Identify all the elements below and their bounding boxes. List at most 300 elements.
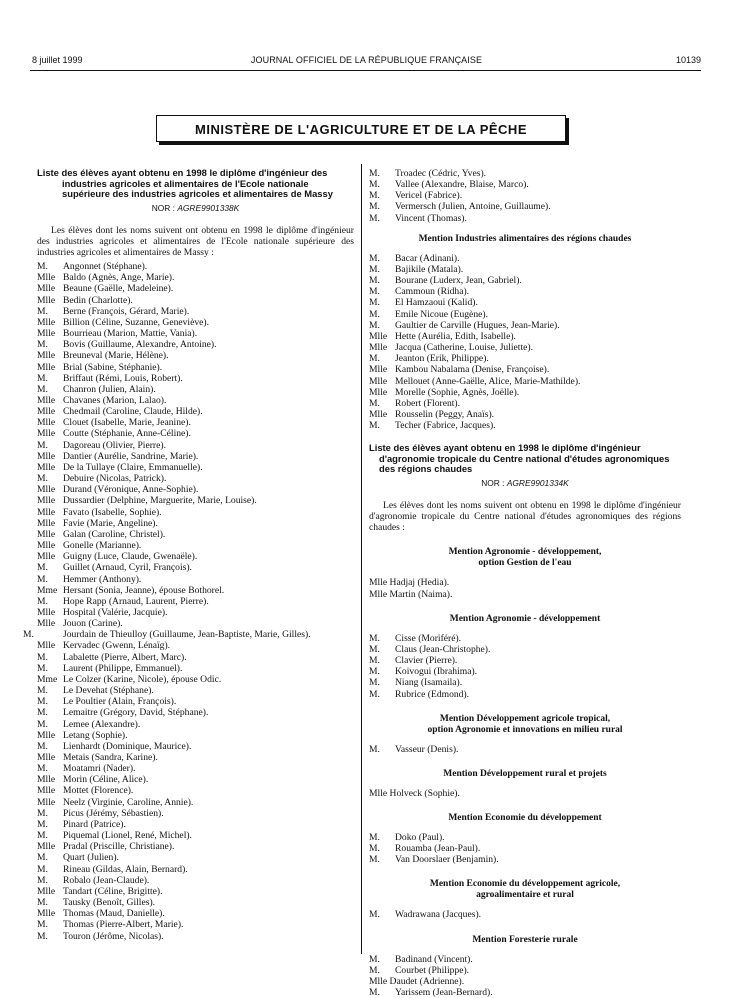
list-item: [37, 640, 354, 651]
list-item: [369, 213, 681, 224]
entry-name: Hersant (Sonia, Jeanne), épouse Bothorel.: [63, 584, 225, 596]
entry-title: M.: [37, 919, 48, 931]
entry-title: M.: [37, 707, 48, 719]
entry-name: Van Doorslaer (Benjamin).: [395, 854, 499, 866]
entry-name: Tausky (Benoît, Gilles).: [63, 897, 156, 909]
list-item: [369, 577, 681, 588]
entry-title: Mlle: [37, 350, 56, 362]
list-item: [37, 484, 354, 495]
list-item: [37, 428, 354, 439]
student-list-continued: [369, 168, 681, 224]
entry-name: Lienhardt (Dominique, Maurice).: [63, 740, 192, 752]
entry-title: M.: [37, 562, 48, 574]
entry-name: Guillet (Arnaud, Cyril, François).: [63, 562, 192, 574]
entry-title: Mlle: [37, 551, 56, 563]
list-item: [37, 674, 354, 685]
mention-heading: Mention Foresterie rurale: [472, 934, 578, 945]
entry-title: M.: [369, 190, 380, 202]
entry-title: M.: [369, 987, 380, 998]
entry-title: Mlle: [37, 517, 56, 529]
mention-heading: Mention Industries alimentaires des régions chaudes: [418, 233, 632, 244]
entry-title: M.: [369, 212, 380, 224]
list-item: [37, 562, 354, 573]
entry-title: M.: [369, 743, 380, 755]
entry-name: Galan (Caroline, Christel).: [63, 528, 166, 540]
entry-name: Vincent (Thomas).: [395, 212, 467, 224]
entry-title: Mlle: [37, 606, 56, 618]
second-intro-paragraph: Les élèves dont les noms suivent ont obtenu en 1998 le diplôme d'ingénieur d'agronomie tropicale du Centre national d'études agronomiques des régions chaudes :: [369, 499, 681, 534]
list-item: [37, 774, 354, 785]
entry-title: M.: [369, 319, 380, 331]
list-item: [369, 666, 681, 677]
entry-title: Mlle: [369, 330, 388, 342]
entry-title: M.: [369, 831, 380, 843]
entry-title: M.: [37, 473, 48, 485]
entry-name: El Hamzaoui (Kalid).: [395, 297, 478, 309]
entry-name: Doko (Paul).: [395, 831, 445, 843]
entry-name: Mlle Hadjaj (Hedia).: [369, 577, 450, 589]
entry-name: Breuneval (Marie, Hélène).: [63, 350, 169, 362]
entry-name: Lemaitre (Grégory, David, Stéphane).: [63, 707, 209, 719]
list-item: [369, 320, 681, 331]
entry-name: Morelle (Sophie, Agnès, Joëlle).: [395, 386, 520, 398]
entry-name: Chanron (Julien, Alain).: [63, 383, 156, 395]
entry-title: Mlle: [37, 328, 56, 340]
entry-title: M.: [37, 930, 48, 942]
entry-title: M.: [37, 383, 48, 395]
list-item: [369, 677, 681, 688]
entry-name: Chedmail (Caroline, Claude, Hilde).: [63, 406, 203, 418]
list-item: [369, 589, 681, 600]
entry-title: M.: [369, 201, 380, 213]
entry-title: M.: [369, 420, 380, 432]
entry-title: M.: [369, 353, 380, 365]
list-item: [37, 529, 354, 540]
list-item: [369, 190, 681, 201]
entry-name: Picus (Jérémy, Sébastien).: [63, 807, 164, 819]
nor-label: NOR :: [481, 477, 505, 488]
entry-name: Vasseur (Denis).: [395, 743, 459, 755]
entry-title: M.: [37, 662, 48, 674]
entry-name: Neelz (Virginie, Caroline, Annie).: [63, 796, 194, 808]
list-item: [369, 788, 681, 799]
entry-title: Mlle: [37, 885, 56, 897]
list-item: [369, 854, 681, 865]
entry-name: Robert (Florent).: [395, 397, 461, 409]
list-item: [37, 350, 354, 361]
list-item: [37, 719, 354, 730]
entry-name: Courbet (Philippe).: [395, 964, 470, 976]
entry-title: Mlle: [37, 417, 56, 429]
entry-name: Bedin (Charlotte).: [63, 294, 133, 306]
entry-name: Niang (Isamaila).: [395, 677, 463, 689]
entry-title: Mlle: [37, 528, 56, 540]
entry-title: M.: [369, 909, 380, 921]
entry-name: Gaultier de Carville (Hugues, Jean-Marie).: [395, 319, 560, 331]
list-item: [37, 417, 354, 428]
entry-name: Quart (Julien).: [63, 852, 119, 864]
list-item: [37, 384, 354, 395]
mention-list: [369, 253, 681, 432]
entry-name: Claus (Jean-Christophe).: [395, 643, 491, 655]
entry-title: Mlle: [37, 752, 56, 763]
entry-name: Rousselin (Peggy, Anaïs).: [395, 408, 495, 420]
list-item: [369, 387, 681, 398]
entry-title: M.: [369, 632, 380, 644]
entry-name: Dagoreau (Olivier, Pierre).: [63, 439, 166, 451]
entry-title: M.: [37, 897, 48, 909]
entry-name: Metais (Sandra, Karine).: [63, 752, 158, 763]
entry-name: Bacar (Adinani).: [395, 252, 460, 264]
entry-name: Mlle Martin (Naima).: [369, 588, 453, 600]
entry-title: Mlle: [37, 294, 56, 306]
entry-title: Mlle: [37, 461, 56, 473]
entry-title: M.: [37, 763, 48, 775]
list-item: [37, 752, 354, 763]
list-item: [369, 909, 681, 920]
list-item: [369, 201, 681, 212]
mention-heading: Mention Agronomie - développement: [449, 613, 601, 624]
entry-name: Jouon (Carine).: [63, 618, 123, 630]
list-item: [369, 275, 681, 286]
list-item: [369, 689, 681, 700]
entry-name: Dantier (Aurélie, Sandrine, Marie).: [63, 450, 199, 462]
entry-name: Piquemal (Lionel, René, Michel).: [63, 830, 192, 842]
entry-title: M.: [37, 718, 48, 730]
list-title: Liste des élèves ayant obtenu en 1998 le diplôme d'ingénieur des industries agricoles et alimentaires de l'Ecole nationale supérieure des industries agricoles et alimentaires de Massy: [37, 167, 333, 199]
list-item: [369, 633, 681, 644]
list-item: [37, 741, 354, 752]
entry-name: Badinand (Vincent).: [395, 953, 473, 965]
entry-title: M.: [37, 339, 48, 351]
list-item: [369, 168, 681, 179]
entry-title: Mlle: [37, 908, 56, 920]
entry-name: Bovis (Guillaume, Alexandre, Antoine).: [63, 339, 217, 351]
nor-code: AGRE9901334K: [506, 477, 569, 488]
list-item: [37, 852, 354, 863]
entry-title: M.: [369, 263, 380, 275]
entry-name: Gonelle (Marianne).: [63, 540, 142, 552]
list-item: [37, 295, 354, 306]
entry-title: M.: [369, 953, 380, 965]
entry-title: M.: [369, 964, 380, 976]
entry-name: Yarissem (Jean-Bernard).: [395, 987, 493, 998]
entry-title: M.: [37, 830, 48, 842]
list-item: [37, 596, 354, 607]
list-item: [37, 518, 354, 529]
list-item: [37, 931, 354, 942]
entry-title: M.: [369, 655, 380, 667]
list-item: [37, 495, 354, 506]
entry-name: Koivogui (Ibrahima).: [395, 666, 478, 678]
entry-name: Mlle Daudet (Adrienne).: [369, 975, 465, 987]
entry-name: Clouet (Isabelle, Marie, Jeanine).: [63, 417, 191, 429]
entry-title: M.: [369, 168, 380, 179]
entry-title: Mlle: [37, 428, 56, 440]
mention-heading: Mention Economie du développement agricole, agroalimentaire et rural: [429, 879, 621, 901]
list-item: [37, 607, 354, 618]
entry-name: Dussardier (Delphine, Marguerite, Marie, Louise).: [63, 495, 257, 507]
entry-title: M.: [37, 863, 48, 875]
list-item: [37, 395, 354, 406]
entry-title: Mlle: [37, 729, 56, 741]
list-item: [369, 342, 681, 353]
entry-name: Thomas (Pierre-Albert, Marie).: [63, 919, 184, 931]
entry-name: Wadrawana (Jacques).: [395, 909, 482, 921]
entry-name: Mellouet (Anne-Gaëlle, Alice, Marie-Mathilde).: [395, 375, 581, 387]
entry-title: Mlle: [37, 484, 56, 496]
entry-title: M.: [369, 677, 380, 689]
entry-name: Thomas (Maud, Danielle).: [63, 908, 165, 920]
list-item: [37, 808, 354, 819]
entry-title: M.: [37, 651, 48, 663]
entry-title: M.: [37, 807, 48, 819]
entry-name: De la Tullaye (Claire, Emmanuelle).: [63, 461, 203, 473]
list-item: [369, 253, 681, 264]
entry-name: Pinard (Patrice).: [63, 818, 126, 830]
column-divider: [361, 164, 362, 954]
entry-title: M.: [37, 696, 48, 708]
list-item: [369, 843, 681, 854]
mention-heading: Mention Economie du développement: [448, 812, 602, 823]
list-item: [37, 507, 354, 518]
entry-title: Mlle: [369, 375, 388, 387]
entry-name: Cisse (Moriféré).: [395, 632, 462, 644]
entry-title: M.: [37, 595, 48, 607]
entry-name: Labalette (Pierre, Albert, Marc).: [63, 651, 187, 663]
list-item: [37, 663, 354, 674]
entry-title: M.: [369, 843, 380, 855]
list-item: [369, 744, 681, 755]
entry-title: Mlle: [37, 361, 56, 373]
list-item: [37, 618, 354, 629]
entry-name: Bourrieau (Marion, Mattie, Vania).: [63, 328, 198, 340]
list-item: [37, 864, 354, 875]
entry-name: Coutte (Stéphanie, Anne-Céline).: [63, 428, 191, 440]
entry-name: Kambou Nabalama (Denise, Françoise).: [395, 364, 550, 376]
entry-name: Bajikile (Matala).: [395, 263, 464, 275]
entry-title: Mlle: [37, 506, 56, 518]
mention-heading: Mention Développement rural et projets: [443, 768, 607, 779]
entry-name: Morin (Céline, Alice).: [63, 774, 149, 786]
entry-title: Mme: [37, 584, 58, 596]
entry-name: Jeanton (Erik, Philippe).: [395, 353, 489, 365]
entry-name: Hospital (Valérie, Jacquie).: [63, 606, 168, 618]
entry-title: M.: [23, 629, 34, 641]
header-rule: [30, 70, 701, 71]
entry-name: Clavier (Pierre).: [395, 655, 458, 667]
list-item: [369, 832, 681, 843]
list-item: [369, 398, 681, 409]
entry-name: Hette (Aurélia, Edith, Isabelle).: [395, 330, 516, 342]
entry-name: Billion (Céline, Suzanne, Geneviève).: [63, 316, 209, 328]
ministry-banner: MINISTÈRE DE L'AGRICULTURE ET DE LA PÊCHE: [156, 115, 566, 142]
entry-name: Guigny (Luce, Claude, Gwenaële).: [63, 551, 198, 563]
entry-name: Berne (François, Gérard, Marie).: [63, 305, 190, 317]
entry-title: Mlle: [369, 386, 388, 398]
entry-title: M.: [369, 252, 380, 264]
entry-title: Mlle: [37, 395, 56, 406]
mentions-section: [369, 547, 681, 998]
mention-heading: Mention Agronomie - développement, option Gestion de l'eau: [448, 547, 602, 569]
entry-title: Mlle: [37, 640, 56, 652]
entry-title: Mlle: [37, 774, 56, 786]
list-item: [23, 629, 354, 641]
list-item: [37, 585, 354, 596]
list-item: [369, 286, 681, 297]
list-item: [37, 919, 354, 930]
list-item: [369, 409, 681, 420]
list-item: [37, 283, 354, 294]
entry-title: M.: [37, 852, 48, 864]
list-item: [37, 473, 354, 484]
list-item: [369, 309, 681, 320]
nor-code: AGRE9901338K: [177, 202, 240, 213]
list-item: [37, 574, 354, 585]
entry-name: Chavanes (Marion, Lalao).: [63, 395, 167, 406]
entry-title: Mlle: [369, 408, 388, 420]
entry-name: Robalo (Jean-Claude).: [63, 874, 150, 886]
entry-title: Mlle: [37, 618, 56, 630]
entry-name: Hemmer (Anthony).: [63, 573, 142, 585]
entry-title: M.: [37, 685, 48, 697]
intro-paragraph: Les élèves dont les noms suivent ont obtenu en 1998 le diplôme d'ingénieur des industries agricoles et alimentaires de l'Ecole nationale supérieure des industries agricoles et alimentaires de Massy :: [37, 224, 354, 258]
list-item: [37, 462, 354, 473]
list-item: [369, 297, 681, 308]
entry-title: Mlle: [369, 364, 388, 376]
entry-name: Vermersch (Julien, Antoine, Guillaume).: [395, 201, 551, 213]
list-item: [37, 707, 354, 718]
list-item: [37, 652, 354, 663]
entry-name: Briffaut (Rémi, Louis, Robert).: [63, 372, 183, 384]
entry-title: M.: [369, 854, 380, 866]
entry-name: Jourdain de Thieulloy (Guillaume, Jean-Baptiste, Marie, Gilles).: [63, 629, 311, 641]
list-item: [369, 655, 681, 666]
list-item: [37, 306, 354, 317]
entry-name: Touron (Jérôme, Nicolas).: [63, 930, 164, 942]
list-item: [37, 362, 354, 373]
entry-title: M.: [369, 397, 380, 409]
entry-name: Favie (Marie, Angeline).: [63, 517, 158, 529]
entry-name: Laurent (Philippe, Emmanuel).: [63, 662, 183, 674]
entry-name: Troadec (Cédric, Yves).: [395, 168, 487, 179]
list-item: [37, 696, 354, 707]
entry-name: Bourane (Luderx, Jean, Gabriel).: [395, 275, 522, 287]
list-item: [369, 976, 681, 987]
list-item: [369, 353, 681, 364]
page-header: [32, 55, 701, 67]
entry-title: M.: [37, 439, 48, 451]
list-item: [37, 261, 354, 272]
entry-title: M.: [369, 643, 380, 655]
entry-title: Mlle: [37, 841, 56, 853]
list-item: [369, 644, 681, 655]
list-item: [369, 179, 681, 190]
entry-name: Moatamri (Nader).: [63, 763, 136, 775]
list-item: [369, 987, 681, 998]
list-item: [37, 540, 354, 551]
entry-name: Emile Nicoue (Eugène).: [395, 308, 488, 320]
second-list-title: Liste des élèves ayant obtenu en 1998 le diplôme d'ingénieur d'agronomie tropicale du Centre national d'études agronomiques des régions chaudes: [369, 442, 670, 475]
entry-name: Baldo (Agnès, Ange, Marie).: [63, 272, 175, 284]
list-item: [37, 875, 354, 886]
entry-name: Letang (Sophie).: [63, 729, 128, 741]
entry-title: M.: [369, 286, 380, 298]
entry-title: M.: [37, 372, 48, 384]
entry-title: Mlle: [37, 272, 56, 284]
entry-title: Mlle: [37, 283, 56, 295]
list-item: [369, 420, 681, 431]
student-list: [23, 261, 354, 942]
list-item: [37, 730, 354, 741]
entry-title: Mlle: [37, 495, 56, 507]
nor-reference: [37, 203, 354, 214]
list-item: [37, 440, 354, 451]
header-date: 8 juillet 1999: [32, 55, 83, 65]
entry-title: M.: [37, 573, 48, 585]
entry-title: Mlle: [37, 540, 56, 552]
list-item: [37, 339, 354, 350]
entry-name: Mlle Holveck (Sophie).: [369, 787, 460, 799]
entry-name: Mottet (Florence).: [63, 785, 134, 797]
mention-heading: Mention Développement agricole tropical, option Agronomie et innovations en milieu rural: [427, 713, 623, 735]
left-column: [23, 167, 354, 942]
list-item: [37, 763, 354, 774]
list-item: [37, 551, 354, 562]
entry-title: M.: [369, 666, 380, 678]
entry-name: Rineau (Gildas, Alain, Bernard).: [63, 863, 188, 875]
list-item: [37, 841, 354, 852]
list-item: [369, 376, 681, 387]
entry-name: Vericel (Fabrice).: [395, 190, 463, 202]
entry-title: M.: [369, 275, 380, 287]
entry-title: Mlle: [369, 342, 388, 354]
list-item: [37, 685, 354, 696]
list-item: [37, 785, 354, 796]
entry-name: Rubrice (Edmond).: [395, 688, 470, 700]
list-item: [369, 264, 681, 275]
list-item: [37, 830, 354, 841]
entry-name: Cammoun (Ridha).: [395, 286, 470, 298]
list-item: [37, 819, 354, 830]
entry-name: Le Colzer (Karine, Nicole), épouse Odic.: [63, 673, 222, 685]
entry-name: Kervadec (Gwenn, Lénaïg).: [63, 640, 171, 652]
entry-name: Techer (Fabrice, Jacques).: [395, 420, 496, 432]
entry-name: Hope Rapp (Arnaud, Laurent, Pierre).: [63, 595, 209, 607]
entry-title: M.: [37, 874, 48, 886]
list-item: [369, 364, 681, 375]
entry-name: Vallee (Alexandre, Blaise, Marco).: [395, 179, 529, 191]
list-item: [37, 797, 354, 808]
entry-name: Brial (Sabine, Stéphanie).: [63, 361, 163, 373]
list-item: [37, 373, 354, 384]
list-item: [369, 954, 681, 965]
entry-title: Mlle: [37, 316, 56, 328]
list-item: [37, 272, 354, 283]
nor-label: NOR :: [151, 202, 175, 213]
entry-title: Mlle: [37, 796, 56, 808]
second-nor-reference: [369, 478, 681, 489]
list-item: [37, 886, 354, 897]
entry-title: M.: [369, 308, 380, 320]
list-item: [37, 406, 354, 417]
entry-name: Jacqua (Catherine, Louise, Juliette).: [395, 342, 533, 354]
entry-title: M.: [369, 179, 380, 191]
list-item: [37, 897, 354, 908]
list-item: [37, 317, 354, 328]
header-journal-title: JOURNAL OFFICIEL DE LA RÉPUBLIQUE FRANÇAISE: [250, 55, 483, 65]
entry-title: M.: [37, 740, 48, 752]
